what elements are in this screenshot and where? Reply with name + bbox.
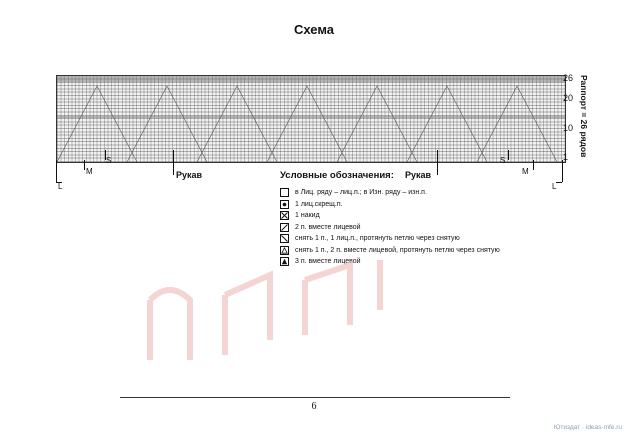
marker-line-sleeve-left	[173, 150, 174, 175]
page-title: Схема	[293, 22, 335, 37]
row-number-26: 26	[563, 73, 574, 83]
sleeve-label-right: Рукав	[405, 170, 432, 180]
legend-item	[280, 233, 540, 245]
marker-left-m: M	[86, 167, 93, 176]
legend-item	[280, 187, 540, 199]
marker-right-s: S	[500, 156, 506, 165]
backslash-square-icon	[280, 234, 289, 243]
slash-square-icon	[280, 223, 289, 232]
rapport-label: Раппорт = 26 рядов	[579, 74, 589, 158]
row-number-20: 20	[563, 93, 574, 103]
rapport-label-container	[574, 70, 594, 162]
legend-item-label: 1 накид	[295, 212, 320, 220]
legend-item	[280, 210, 540, 222]
marker-tick-right-l	[556, 182, 562, 183]
filled-triangle-square-icon	[280, 257, 289, 266]
chart-pattern	[57, 76, 565, 162]
legend	[280, 167, 540, 268]
x-square-icon	[280, 211, 289, 220]
legend-item-label: в Лиц. ряду – лиц.п.; в Изн. ряду – изн.п.	[295, 189, 427, 197]
legend-title: Условные обозначения:	[280, 170, 394, 181]
marker-line-right-m	[533, 160, 534, 170]
legend-item	[280, 222, 540, 234]
dot-square-icon	[280, 200, 289, 209]
marker-left-l: L	[58, 182, 63, 191]
legend-item-label: снять 1 п., 2 п. вместе лицевой, протянуть петлю через снятую	[295, 246, 500, 254]
marker-line-right-s	[508, 150, 509, 160]
row-number-1: 1	[563, 152, 569, 162]
marker-right-l: L	[552, 182, 557, 191]
legend-item-label: 2 п. вместе лицевой	[295, 223, 361, 231]
footer-divider	[120, 397, 510, 398]
marker-line-left-m	[84, 160, 85, 170]
marker-line-right-l	[562, 160, 563, 182]
legend-item	[280, 256, 540, 268]
marker-left-s: S	[106, 156, 112, 165]
page-number: 6	[311, 401, 317, 412]
sleeve-label-left: Рукав	[176, 170, 203, 180]
empty-square-icon	[280, 188, 289, 197]
legend-item-label: 3 п. вместе лицевой	[295, 258, 361, 266]
triangle-square-icon	[280, 246, 289, 255]
legend-item	[280, 245, 540, 257]
marker-right-m: M	[522, 167, 529, 176]
row-number-10: 10	[563, 123, 574, 133]
legend-item-label: 1 лиц.скрещ.п.	[295, 200, 343, 208]
site-watermark: Ютиздат · ideas-mfe.ru	[553, 424, 622, 431]
marker-line-left-l	[56, 160, 57, 182]
legend-item-label: снять 1 п., 1 лиц.п., протянуть петлю через снятую	[295, 235, 460, 243]
legend-item	[280, 199, 540, 211]
